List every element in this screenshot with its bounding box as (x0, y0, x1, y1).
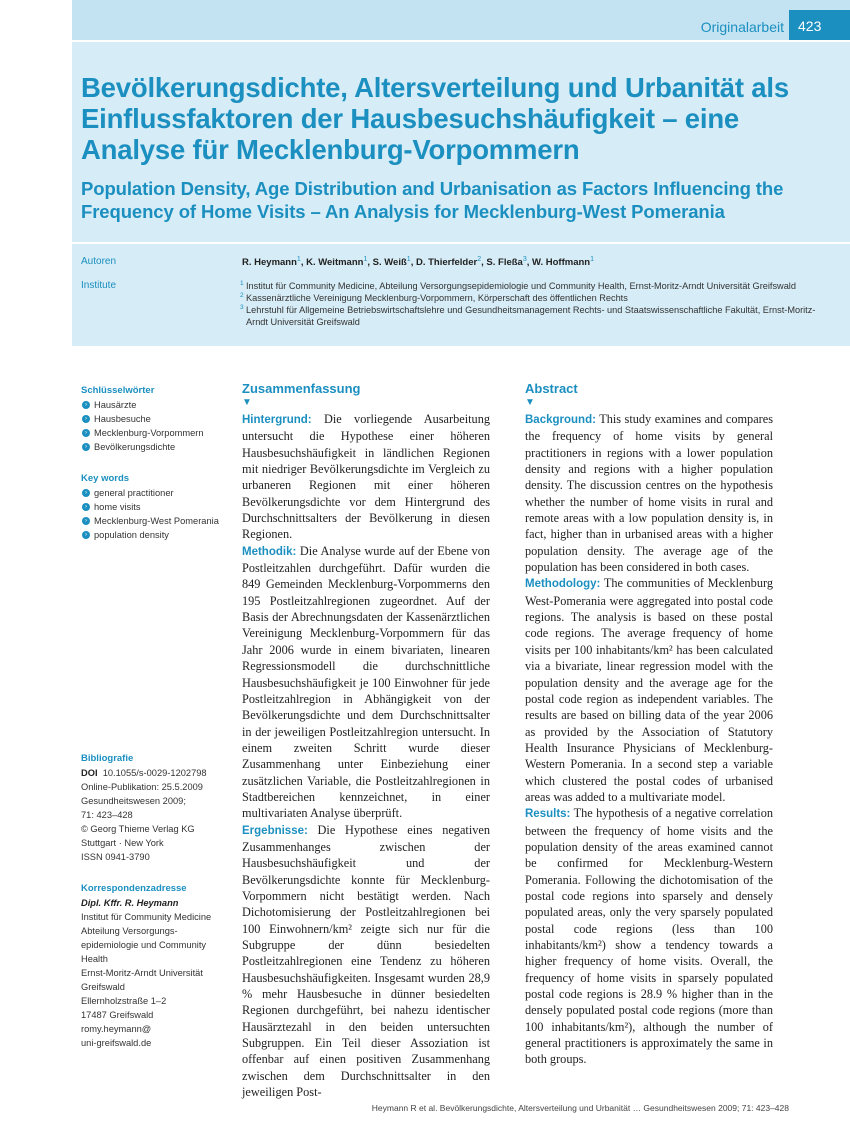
author-name: K. Weitmann (306, 257, 364, 269)
keywords-de-heading: Schlüsselwörter (81, 385, 155, 396)
author-name: D. Thierfelder (415, 257, 478, 269)
bibliography-line: ISSN 0941-3790 (81, 852, 150, 862)
abstract-english-body (525, 411, 773, 1068)
institute-text: Kassenärztliche Vereinigung Mecklenburg-Vorpommern, Körperschaft des öffentlichen Rechts (246, 293, 628, 303)
author-list: R. Heymann$^1$, K. Weitmann$^1$, S. Weiß$^1$, D. Thierfelder$^2$, S. Fleßa$^3$, W. Hoffmann$^1$ (242, 256, 594, 269)
correspondence-line: Ellernholzstraße 1–2 (81, 996, 167, 1006)
abstract-section-label: Hintergrund: (242, 414, 312, 426)
keyword-label: Hausärzte (94, 400, 137, 410)
abstract-section-label: Ergebnisse: (242, 824, 308, 837)
keyword-label: population density (94, 530, 169, 540)
correspondence-line: romy.heymann@ (81, 1024, 152, 1034)
title-english: Population Density, Age Distribution and Urbanisation as Factors Influencing the Frequency of Home Visits – An Analysis for Mecklenburg-West Pomerania (81, 178, 784, 222)
author-name: S. Weiß (372, 257, 407, 269)
abstract-paragraph (525, 411, 773, 575)
institute-item (242, 304, 832, 328)
arrow-bullet-icon: › (82, 415, 90, 423)
title-german: Bevölkerungsdichte, Altersverteilung und Urbanität als Einflussfaktoren der Hausbesuchshäufigkeit – eine Analyse für Mecklenburg-Vorpommern (81, 72, 789, 165)
bibliography-block (81, 752, 231, 864)
keyword-item (81, 514, 231, 528)
keyword-item (81, 398, 231, 412)
institute-number: 3 (240, 304, 244, 311)
keyword-item (81, 440, 231, 454)
abstract-section-label: Results: (525, 808, 571, 821)
correspondence-line: 17487 Greifswald (81, 1010, 154, 1020)
doi-label: DOI (81, 768, 98, 778)
abstract-section-text: Die Hypothese eines negativen Zusammenhanges zwischen der Hausbesuchshäufigkeit und der Bevölkerungsdichte konnte für Mecklenburg-Vorpommern nicht bestätigt werden. Nach Dichotomisierung der Postleitzahlregionen bei 100 Einwohnern/km² zeigte sich nur für die Subgruppe der dünn besiedelten Postleitzahlregionen eine Tendenz zu höheren Hausbesuchshäufigkeiten. Insgesamt wurden 28,9 % mehr Hausbesuche in dünner besiedelten Regionen durchgeführt, bei nahezu identischer Hausärztezahl in den beiden untersuchten Subgruppen. Ein Teil dieser Assoziation ist offenbar auf einen positiven Zusammenhang zwischen dem Durchschnittsalter in den jeweiligen Post- (242, 822, 490, 1100)
abstract-paragraph (525, 805, 773, 1068)
abstract-section-label: Methodik: (242, 545, 297, 558)
keywords-en-list (81, 486, 231, 542)
arrow-bullet-icon: › (82, 429, 90, 437)
bibliography-line: 71: 423–428 (81, 810, 133, 820)
correspondence-line: uni-greifswald.de (81, 1038, 152, 1048)
author-affiliation-sup: 3 (522, 256, 527, 263)
author-name: R. Heymann (242, 257, 297, 269)
authors-label: Autoren (81, 256, 117, 267)
arrow-bullet-icon: › (82, 489, 90, 497)
band-divider (72, 242, 850, 244)
author-affiliation-sup: 1 (590, 256, 594, 263)
abstract-paragraph (242, 822, 490, 1101)
abstract-german-body (242, 411, 490, 1100)
correspondence-lines (81, 910, 231, 1050)
abstract-section-text: This study examines and compares the frequency of home visits by general practitioners in regions with a lower population density and regions with a higher population density. The discussion centres on the hypothesis whether the number of home visits in rural and remote areas with a low population density is, in fact, higher than in urbanised areas with a higher population density. The average age of the population has been considered in both cases. (525, 412, 773, 575)
author-affiliation-sup: 1 (296, 256, 301, 263)
abstract-paragraph (242, 543, 490, 822)
keywords-en-heading: Key words (81, 473, 130, 484)
keywords-de-list (81, 398, 231, 454)
page-number: 423 (789, 10, 850, 40)
institute-number: 1 (240, 280, 244, 287)
abstract-german (242, 381, 490, 1100)
institute-list (242, 280, 832, 328)
doi-line (81, 766, 231, 780)
abstract-section-text: The communities of Mecklenburg West-Pomerania were aggregated into postal code regions. The analysis is based on these postal code regions. The average frequency of home visits per 100 inhabitants/km² has been calculated via a bivariate, linear regression model with the population density and the average age for the postal code region as independent variables. The results are based on billing data of the year 2006 as provided by the Association of Statutory Health Insurance Physicians of Mecklenburg-Western Pomerania. In a second step a variable which clustered the postal codes of urbanised areas was added to a multivariate model. (525, 576, 773, 804)
author-name: S. Fleßa (486, 257, 523, 269)
author-name: W. Hoffmann (532, 257, 591, 269)
abstract-paragraph (242, 411, 490, 543)
keyword-label: Mecklenburg-West Pomerania (94, 516, 219, 526)
author-affiliation-sup: 1 (406, 256, 411, 263)
abstract-section-label: Methodology: (525, 578, 601, 591)
abstract-english (525, 381, 773, 1068)
abstract-section-label: Background: (525, 414, 596, 426)
keyword-item (81, 426, 231, 440)
institute-text: Lehrstuhl für Allgemeine Betriebswirtschaftslehre und Gesundheitsmanagement Rechts- und Staatswissenschaftliche Fakultät, Ernst-Moritz-Arndt Universität Greifswald (246, 305, 816, 327)
arrow-bullet-icon: › (82, 503, 90, 511)
bibliography-line: © Georg Thieme Verlag KG (81, 824, 195, 834)
abstract-german-heading: Zusammenfassung (242, 381, 361, 396)
abstract-section-text: The hypothesis of a negative correlation between the frequency of home visits and the population density of the areas examined cannot be confirmed for Mecklenburg-Western Pomerania. Following the dichotomisation of the postal code regions into sparsely and densely populated areas, only the very sparsely populated postal code regions (less than 100 inhabitants/km²) show a tendency towards a higher frequency of home visits. Overall, the frequency of home visits in sparsely populated postal code regions is 28.9 % higher than in the densely populated postal code regions (more than 100 inhabitants/km²), although the number of general practitioners is approximately the same in both groups. (525, 806, 773, 1067)
institutes-label: Institute (81, 280, 117, 291)
keyword-label: Hausbesuche (94, 414, 151, 424)
keyword-item (81, 486, 231, 500)
correspondence-block (81, 882, 231, 1050)
triangle-down-icon: ▼ (242, 397, 252, 408)
bibliography-line: Gesundheitswesen 2009; (81, 796, 186, 806)
abstract-section-text: Die Analyse wurde auf der Ebene von Postleitzahlen durchgeführt. Dafür wurden die 849 Gemeinden Mecklenburg-Vorpommerns den 195 Postleitzahlregionen zugeordnet. Auf der Basis der Abrechnungsdaten der Kassenärztlichen Vereinigung Mecklenburg-Vorpommern für das Jahr 2006 wurde in einem bivariaten, linearen Regressionsmodell die durchschnittliche Hausbesuchshäufigkeit je 100 Einwohner für jede Postleitzahlregion in Abhängigkeit von der Bevölkerungsdichte und dem Durchschnittsalter in der jeweiligen Postleitzahlregion untersucht. In einem zweiten Schritt wurde dieser Zusammenhang unter Einbeziehung einer zusätzlichen Variable, die Postleitzahlregionen in Stadtbereichen kennzeichnet, in einer multivariaten Analyse überprüft. (242, 543, 490, 821)
abstract-section-text: Die vorliegende Ausarbeitung untersucht die Hypothese einer höheren Hausbesuchshäufigkeit in ländlichen Regionen mit niedriger Bevölkerungsdichte im Vergleich zu urbaneren Regionen mit einer höheren Bevölkerungsdichte vor dem Hintergrund des Durchschnittsalters der Bevölkerung in diesen Regionen. (242, 412, 490, 542)
institute-item (242, 280, 832, 292)
keywords-en-block (81, 472, 231, 542)
correspondence-name: Dipl. Kffr. R. Heymann (81, 898, 179, 908)
institute-number: 2 (240, 292, 244, 299)
author-affiliation-sup: 1 (363, 256, 368, 263)
correspondence-line: Ernst-Moritz-Arndt Universität Greifswald (81, 968, 203, 992)
bibliography-lines (81, 780, 231, 864)
keyword-item (81, 412, 231, 426)
bibliography-line: Online-Publikation: 25.5.2009 (81, 782, 203, 792)
abstract-english-heading: Abstract (525, 381, 578, 396)
page-footer: Heymann R et al. Bevölkerungsdichte, Altersverteilung und Urbanität … Gesundheitswesen 2009; 71: 423–428 (371, 1103, 789, 1113)
institute-item (242, 292, 832, 304)
arrow-bullet-icon: › (82, 443, 90, 451)
correspondence-line: Institut für Community Medicine (81, 912, 212, 922)
keyword-item (81, 528, 231, 542)
keyword-item (81, 500, 231, 514)
keyword-label: home visits (94, 502, 141, 512)
bibliography-line: Stuttgart · New York (81, 838, 164, 848)
arrow-bullet-icon: › (82, 517, 90, 525)
correspondence-heading: Korrespondenzadresse (81, 883, 187, 894)
keywords-de-block (81, 384, 231, 454)
section-label: Originalarbeit (700, 19, 784, 35)
author-affiliation-sup: 2 (477, 256, 482, 263)
arrow-bullet-icon: › (82, 531, 90, 539)
keyword-label: Mecklenburg-Vorpommern (94, 428, 204, 438)
abstract-paragraph (525, 575, 773, 805)
top-bar-rule (72, 40, 850, 42)
correspondence-line: Abteilung Versorgungs-epidemiologie und Community Health (81, 926, 207, 964)
triangle-down-icon: ▼ (525, 397, 535, 408)
arrow-bullet-icon: › (82, 401, 90, 409)
keyword-label: Bevölkerungsdichte (94, 442, 176, 452)
bibliography-heading: Bibliografie (81, 753, 134, 764)
institute-text: Institut für Community Medicine, Abteilung Versorgungsepidemiologie und Community Health, Ernst-Moritz-Arndt Universität Greifswald (246, 281, 796, 291)
doi-value: 10.1055/s-0029-1202798 (102, 768, 207, 778)
keyword-label: general practitioner (94, 488, 174, 498)
